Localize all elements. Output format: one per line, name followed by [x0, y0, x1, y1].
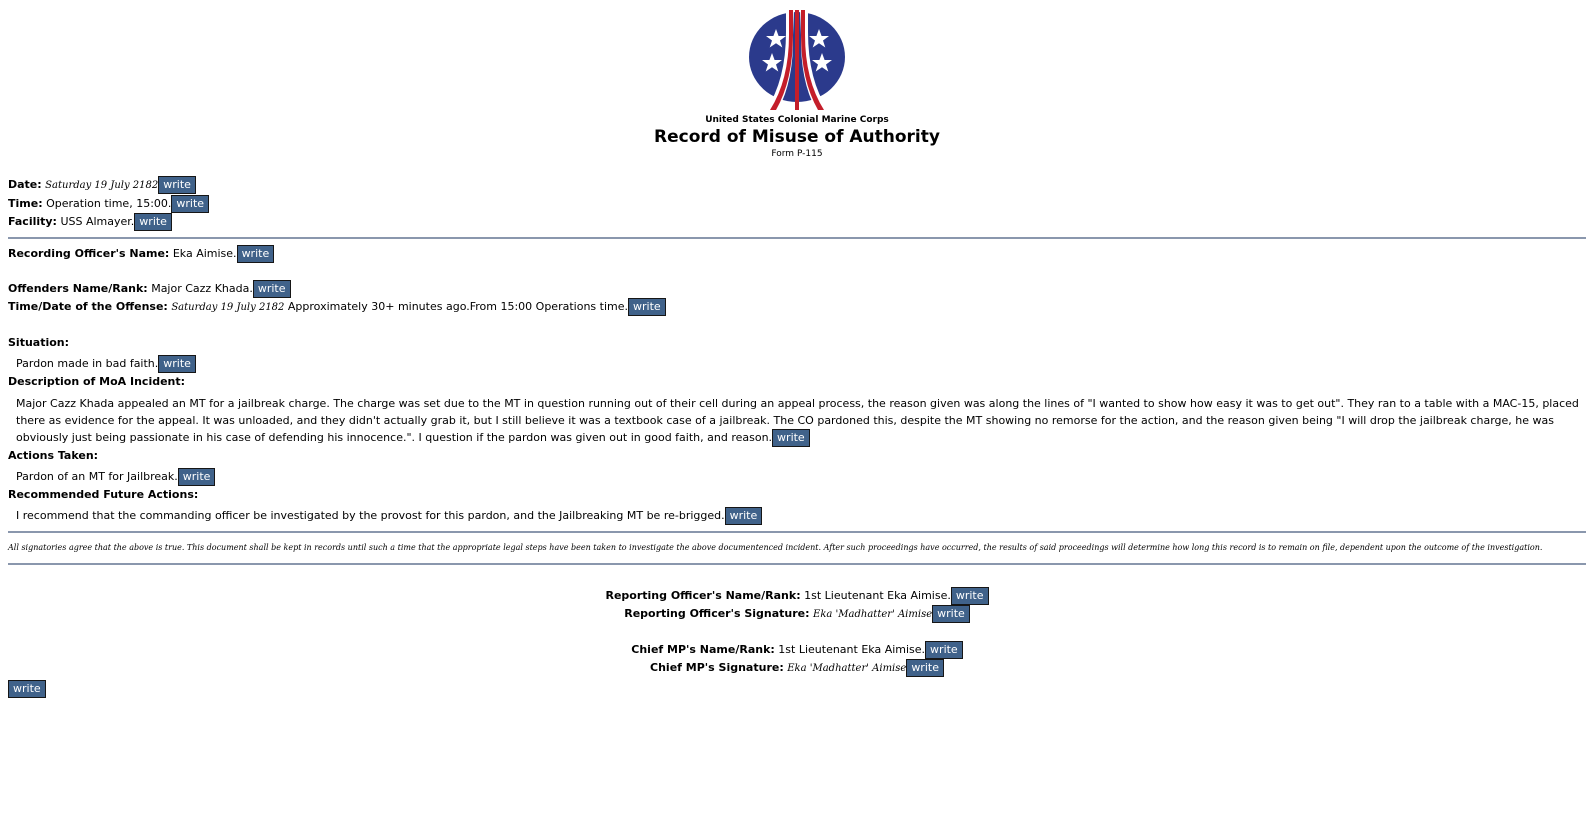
- write-description-button[interactable]: write: [772, 429, 810, 447]
- situation-value: Pardon made in bad faith.: [16, 357, 159, 370]
- form-number: Form P-115: [771, 149, 823, 159]
- write-reporting-rank-button[interactable]: write: [951, 587, 989, 605]
- recording-officer-label: Recording Officer's Name:: [8, 247, 170, 260]
- write-mp-rank-button[interactable]: write: [925, 641, 963, 659]
- write-offender-button[interactable]: write: [253, 280, 291, 298]
- description-label: Description of MoA Incident:: [8, 375, 186, 388]
- actions-value: Pardon of an MT for Jailbreak.: [16, 470, 178, 483]
- write-future-actions-button[interactable]: write: [725, 507, 763, 525]
- reporting-rank-label: Reporting Officer's Name/Rank:: [605, 589, 801, 602]
- uscm-emblem-logo: [748, 10, 846, 110]
- final-write-row: [8, 680, 1586, 698]
- date-label: Date:: [8, 178, 42, 191]
- description-value: Major Cazz Khada appealed an MT for a jailbreak charge. The charge was set due to the MT in question running out of their cell during an appeal process, the reason given was along the lines of "I wanted to show how easy it was to get out". They ran to a table with a MAC-15, placed there as evidence for the appeal. It was unloaded, and they didn't actually grab it, but I still believe it was a textbook case of a jailbreak. The CO pardoned this, despite the MT showing no remorse for the action, and the reason given being "I will drop the jailbreak charge, he was obviously just being passionate in his case of defending his innocence.". I question if the pardon was given out in good faith, and reason.: [16, 397, 1579, 444]
- mp-signature-label: Chief MP's Signature:: [650, 661, 784, 674]
- future-actions-value: I recommend that the commanding officer be investigated by the provost for this pardon, and the Jailbreaking MT be re-brigged.: [16, 509, 725, 522]
- situation-label: Situation:: [8, 336, 70, 349]
- actions-row: [8, 468, 1586, 486]
- reporting-signature-row: [8, 605, 1586, 624]
- offense-time-row: [8, 298, 1586, 317]
- situation-row: [8, 355, 1586, 373]
- document-header: [8, 10, 1586, 160]
- date-row: [8, 176, 1586, 195]
- write-actions-button[interactable]: write: [178, 468, 216, 486]
- write-situation-button[interactable]: write: [158, 355, 196, 373]
- reporting-rank-value: 1st Lieutenant Eka Aimise.: [804, 589, 951, 602]
- write-time-button[interactable]: write: [171, 195, 209, 213]
- future-actions-row: [8, 507, 1586, 525]
- disclaimer-text: All signatories agree that the above is true. This document shall be kept in records until such a time that the appropriate legal steps have been taken to investigate the above documentenced incident. After such proceedings have occurred, the results of said proceedings will determine how long this record is to remain on file, dependent upon the outcome of the investigation.: [8, 543, 1543, 552]
- future-actions-label: Recommended Future Actions:: [8, 488, 199, 501]
- divider: [8, 563, 1586, 565]
- description-row: [8, 395, 1586, 447]
- actions-label: Actions Taken:: [8, 449, 99, 462]
- offense-time-label: Time/Date of the Offense:: [8, 300, 168, 313]
- time-value: Operation time, 15:00.: [46, 197, 172, 210]
- offender-value: Major Cazz Khada.: [151, 282, 253, 295]
- write-end-button[interactable]: write: [8, 680, 46, 698]
- facility-label: Facility:: [8, 215, 57, 228]
- signature-block: [8, 587, 1586, 678]
- mp-signature-row: [8, 659, 1586, 678]
- offense-time-value: Approximately 30+ minutes ago.From 15:00 Operations time.: [287, 300, 628, 313]
- write-facility-button[interactable]: write: [134, 213, 172, 231]
- facility-value: USS Almayer.: [60, 215, 135, 228]
- write-reporting-signature-button[interactable]: write: [932, 605, 970, 623]
- mp-rank-label: Chief MP's Name/Rank:: [631, 643, 775, 656]
- recording-officer-value: Eka Aimise.: [172, 247, 237, 260]
- mp-signature-value: Eka 'Madhatter' Aimise: [787, 663, 907, 674]
- write-offense-time-button[interactable]: write: [628, 298, 666, 316]
- write-mp-signature-button[interactable]: write: [906, 659, 944, 677]
- date-value: Saturday 19 July 2182: [45, 180, 159, 191]
- reporting-rank-row: [8, 587, 1586, 605]
- write-recording-officer-button[interactable]: write: [237, 245, 275, 263]
- offense-date-value: Saturday 19 July 2182: [171, 302, 285, 313]
- recording-officer-row: [8, 245, 1586, 263]
- offender-row: [8, 280, 1586, 298]
- reporting-signature-value: Eka 'Madhatter' Aimise: [813, 609, 933, 620]
- write-date-button[interactable]: write: [158, 176, 196, 194]
- divider: [8, 237, 1586, 239]
- offender-label: Offenders Name/Rank:: [8, 282, 148, 295]
- organization-name: United States Colonial Marine Corps: [705, 115, 889, 125]
- divider: [8, 531, 1586, 533]
- mp-rank-row: [8, 641, 1586, 659]
- reporting-signature-label: Reporting Officer's Signature:: [624, 607, 810, 620]
- time-row: [8, 195, 1586, 213]
- time-label: Time:: [8, 197, 43, 210]
- mp-rank-value: 1st Lieutenant Eka Aimise.: [778, 643, 926, 656]
- facility-row: [8, 213, 1586, 231]
- document-title: Record of Misuse of Authority: [654, 127, 940, 147]
